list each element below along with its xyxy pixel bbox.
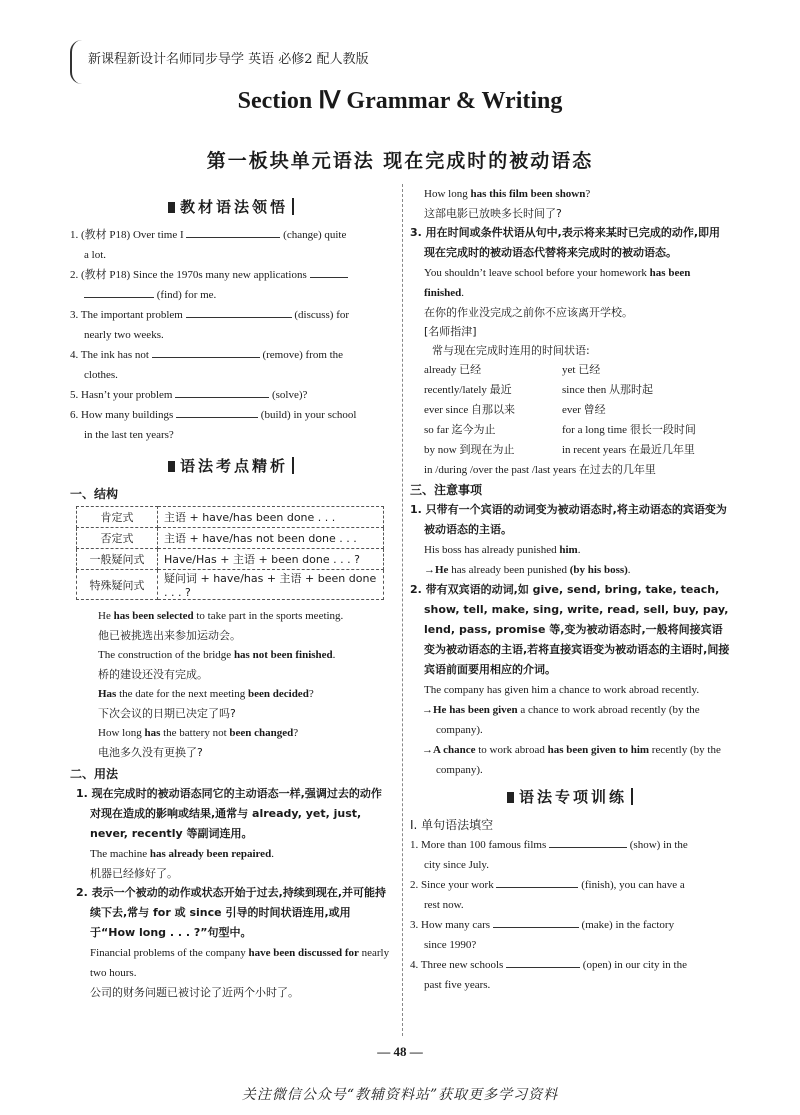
header-bracket: [70, 40, 82, 84]
note-2-example: The company has given him a chance to work abroad recently.: [424, 684, 700, 696]
example-2-translation: 桥的建设还没有完成。: [98, 668, 208, 681]
note-1: 1. 只带有一个宾语的动词变为被动语态时,将主动语态的宾语变为被动语态的主语。: [410, 503, 727, 536]
table-value: Have/Has + 主语 + been done . . . ?: [158, 549, 384, 570]
practice-question-4: 4. Three new schools (open) in our city in the past five years.: [410, 955, 730, 995]
usage-heading: 二、用法: [70, 767, 119, 781]
table-key: 肯定式: [77, 507, 158, 528]
list-item: recently/lately 最近 since then 从那时起: [424, 384, 654, 396]
analysis-heading: 语法考点精析: [70, 455, 392, 476]
notes-heading: 三、注意事项: [410, 483, 483, 497]
usage-rule-2: 2. 表示一个被动的动作或状态开始于过去,持续到现在,并可能持续下去,常与 for 或 since 引导的时间状语连用,或用于“How long . . . ?”句型中。: [76, 886, 387, 939]
fill-heading: Ⅰ. 单句语法填空: [410, 818, 494, 832]
structure-table: [76, 506, 384, 600]
textbook-question-3: 3. The important problem (discuss) for nearly two weeks.: [70, 305, 392, 345]
textbook-question-2: 2. (教材 P18) Since the 1970s many new applications (find) for me.: [70, 265, 392, 305]
answer-blank[interactable]: [506, 955, 580, 968]
right-column: [410, 184, 730, 995]
example-3-translation: 下次会议的日期已决定了吗?: [98, 707, 236, 720]
table-row: [77, 570, 384, 600]
tip-list: [410, 360, 730, 480]
bookmark-icon: [507, 792, 514, 803]
example-3: Has the date for the next meeting been decided?: [98, 688, 314, 700]
table-value: 疑问词 + have/has + 主语 + been done . . . ?: [158, 570, 384, 600]
running-header: 新课程新设计名师同步导学 英语 必修2 配人教版: [88, 52, 369, 67]
table-value: 主语 + have/has not been done . . .: [158, 528, 384, 549]
answer-blank[interactable]: [493, 915, 579, 928]
textbook-question-1: 1. (教材 P18) Over time I (change) quite a lot.: [70, 225, 392, 265]
table-key: 一般疑问式: [77, 549, 158, 570]
practice-heading: 语法专项训练: [410, 786, 730, 807]
textbook-question-6: 6. How many buildings (build) in your school in the last ten years?: [70, 405, 392, 445]
list-item: in /during /over the past /last years 在过去的几年里: [424, 464, 656, 476]
column-divider: [402, 184, 403, 1036]
usage-3-translation: 在你的作业没完成之前你不应该离开学校。: [424, 306, 633, 319]
practice-question-1: 1. More than 100 famous films (show) in the city since July.: [410, 835, 730, 875]
left-column: [70, 190, 392, 1002]
usage-1-example: The machine has already been repaired.: [90, 848, 274, 860]
textbook-heading: 教材语法领悟: [70, 196, 392, 217]
tip-intro: 常与现在完成时连用的时间状语:: [432, 344, 590, 357]
list-item: so far 迄今为止 for a long time 很长一段时间: [424, 424, 696, 436]
answer-blank[interactable]: [310, 265, 348, 278]
footer-notice: 关注微信公众号“教辅资料站”获取更多学习资料: [241, 1087, 559, 1103]
textbook-question-5: 5. Hasn’t your problem (solve)?: [70, 385, 392, 405]
usage-2-translation: 公司的财务问题已被讨论了近两个小时了。: [90, 986, 299, 999]
list-item: by now 到现在为止 in recent years 在最近几年里: [424, 444, 695, 456]
note-2-transform-b: →A chance to work abroad has been given to him recently (by the company).: [422, 744, 721, 776]
bookmark-icon: [168, 202, 175, 213]
note-2: 2. 带有双宾语的动词,如 give, send, bring, take, teach, show, tell, make, sing, write, read, sell, buy, pay, lend, pass, promise 等,变为被动语态时,一般将间接宾语变为被动语态的主语,若将直接宾语变为被动语态的主语时,间接宾语前面要用相应的介词。: [410, 583, 730, 676]
table-key: 特殊疑问式: [77, 570, 158, 600]
example-4-translation: 电池多久没有更换了?: [98, 746, 203, 759]
note-1-example: His boss has already punished him.: [424, 544, 581, 556]
example-2: The construction of the bridge has not been finished.: [98, 649, 336, 661]
bookmark-icon: [168, 461, 175, 472]
usage-2-example: Financial problems of the company have been discussed for nearly two hours.: [90, 947, 390, 979]
section-title: Section Ⅳ Grammar & Writing: [237, 88, 563, 114]
answer-blank[interactable]: [186, 225, 280, 238]
table-value: 主语 + have/has been done . . .: [158, 507, 384, 528]
answer-blank[interactable]: [186, 305, 292, 318]
usage-2-example-b: How long has this film been shown?: [424, 188, 591, 200]
tip-label: [名师指津]: [424, 325, 477, 338]
answer-blank[interactable]: [84, 285, 154, 298]
list-item: already 已经 yet 已经: [424, 364, 601, 376]
textbook-question-4: 4. The ink has not (remove) from the clothes.: [70, 345, 392, 385]
answer-blank[interactable]: [152, 345, 260, 358]
practice-question-2: 2. Since your work (finish), you can have a rest now.: [410, 875, 730, 915]
table-row: [77, 549, 384, 570]
note-1-transform: →He has already been punished (by his boss).: [424, 564, 631, 576]
answer-blank[interactable]: [496, 875, 578, 888]
example-1-translation: 他已被挑选出来参加运动会。: [98, 629, 241, 642]
usage-rule-1: 1. 现在完成时的被动语态同它的主动语态一样,强调过去的动作对现在造成的影响或结果,通常与 already, yet, just, never, recently 等副词连用。: [76, 787, 382, 840]
answer-blank[interactable]: [175, 385, 269, 398]
page-number: — 48 —: [377, 1044, 423, 1059]
usage-rule-3: 3. 用在时间或条件状语从句中,表示将来某时已完成的动作,即用现在完成时的被动语态代替将来完成时的被动语态。: [410, 226, 721, 259]
example-1: He has been selected to take part in the sports meeting.: [98, 610, 344, 622]
usage-2-example-b-translation: 这部电影已放映多长时间了?: [424, 207, 562, 220]
practice-question-3: 3. How many cars (make) in the factory since 1990?: [410, 915, 730, 955]
table-row: [77, 528, 384, 549]
example-4: How long has the battery not been changed?: [98, 727, 299, 739]
usage-1-translation: 机器已经修好了。: [90, 867, 178, 880]
subtitle: 第一板块单元语法 现在完成时的被动语态: [206, 150, 594, 172]
usage-3-example: You shouldn’t leave school before your homework has been finished.: [424, 267, 691, 299]
table-key: 否定式: [77, 528, 158, 549]
answer-blank[interactable]: [176, 405, 258, 418]
answer-blank[interactable]: [549, 835, 627, 848]
list-item: ever since 自那以来 ever 曾经: [424, 404, 606, 416]
structure-heading: 一、结构: [70, 487, 119, 501]
note-2-transform-a: →He has been given a chance to work abroad recently (by the company).: [422, 704, 700, 736]
table-row: [77, 507, 384, 528]
